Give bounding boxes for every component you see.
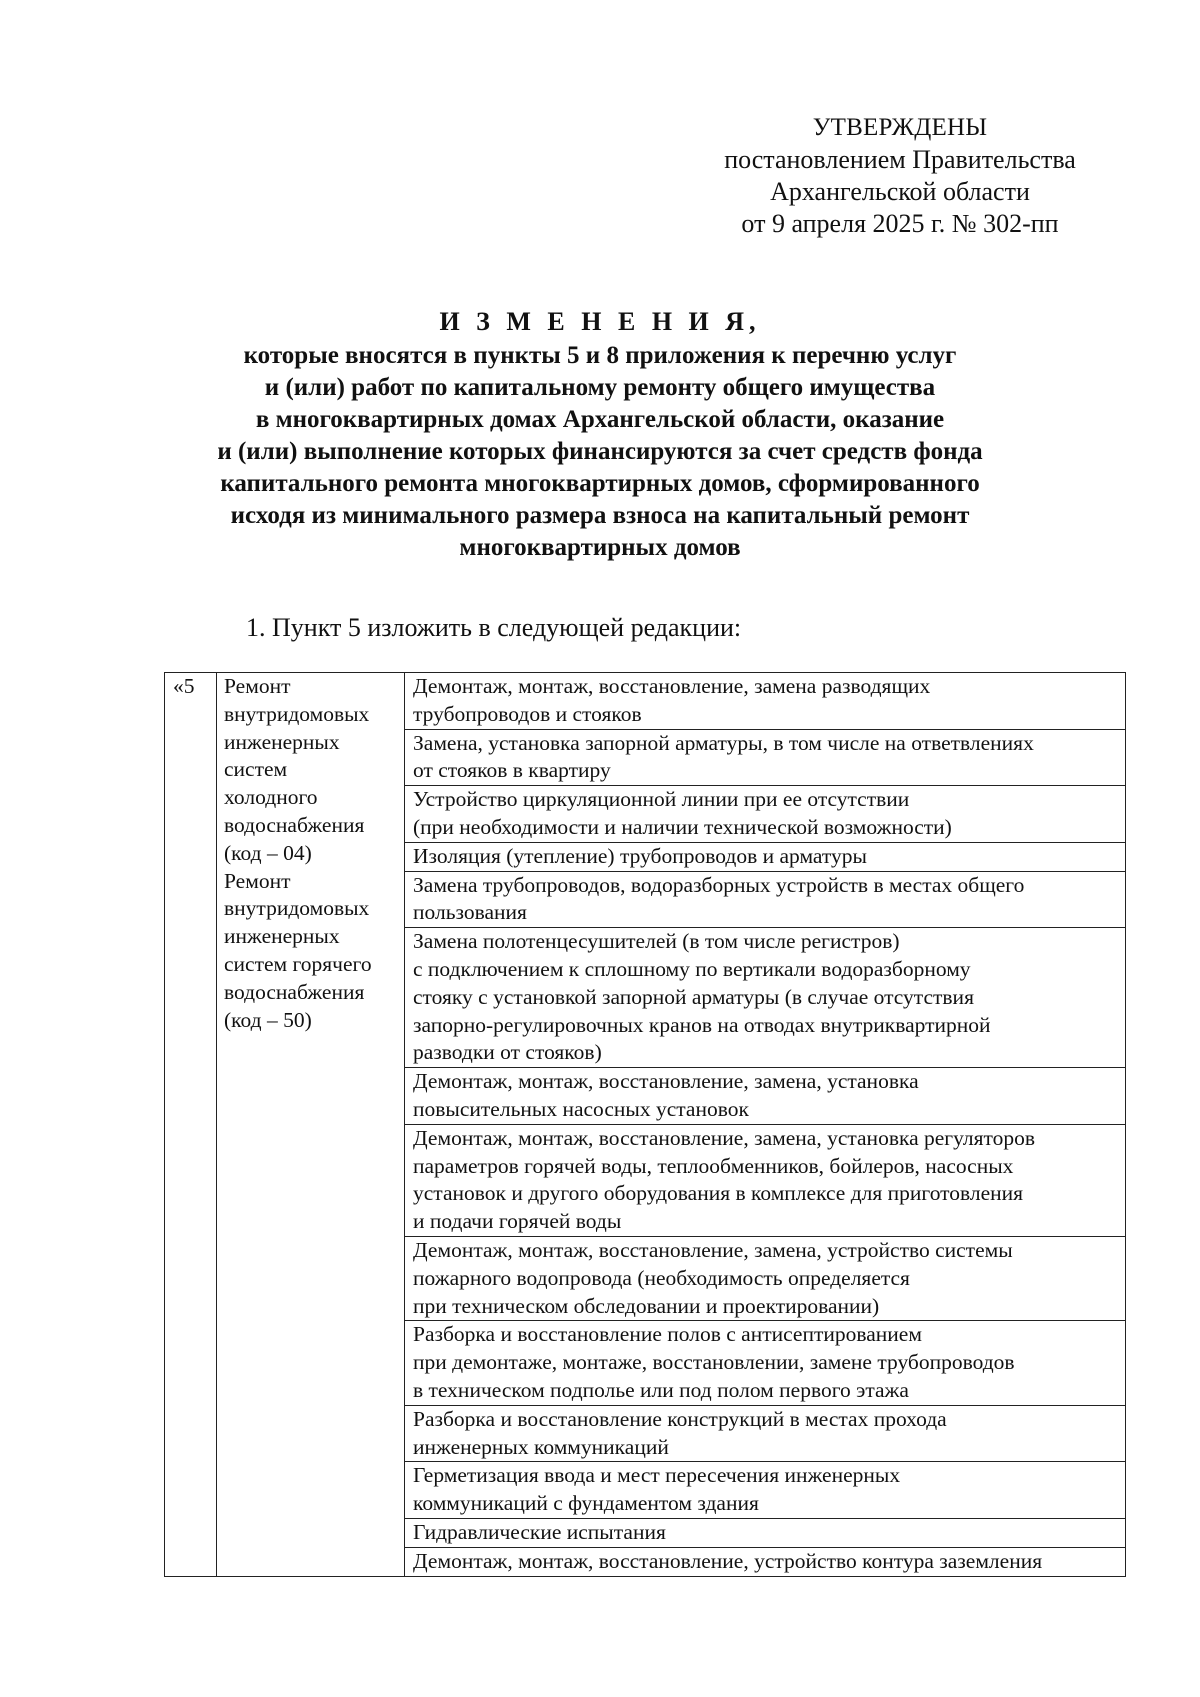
work-item-cell — [405, 729, 1126, 786]
system-name-line: внутридомовых — [224, 896, 370, 921]
item-number: «5 — [173, 674, 195, 698]
approval-line: постановлением Правительства — [724, 145, 1076, 174]
work-item-cell — [405, 786, 1126, 843]
work-item-cell — [405, 1236, 1126, 1320]
work-item-line: Замена полотенцесушителей (в том числе регистров) — [413, 929, 900, 954]
work-item-cell — [405, 928, 1126, 1068]
work-item-line: с подключением к сплошному по вертикали водоразборному — [413, 956, 971, 981]
title-line: исходя из минимального размера взноса на капитальный ремонт — [230, 502, 970, 529]
work-item-cell — [405, 842, 1126, 871]
work-item-cell — [405, 871, 1126, 928]
work-item-line: в техническом подполье или под полом первого этажа — [413, 1377, 909, 1402]
system-name-line: (код – 04) — [224, 840, 312, 865]
work-item-line: Замена трубопроводов, водоразборных устройств в местах общего — [413, 872, 1025, 897]
title-line: многоквартирных домов — [459, 534, 741, 561]
work-item-cell — [405, 673, 1126, 730]
system-name-cell — [217, 673, 405, 1577]
work-item-line: Разборка и восстановление полов с антисептированием — [413, 1322, 922, 1347]
work-item-line: трубопроводов и стояков — [413, 701, 642, 726]
system-name-line: Ремонт — [224, 868, 291, 893]
system-name-line: Ремонт — [224, 674, 291, 698]
work-item-line: Демонтаж, монтаж, восстановление, замена разводящих — [413, 674, 931, 698]
work-item-line: и подачи горячей воды — [413, 1209, 622, 1234]
work-item-line: разводки от стояков) — [413, 1040, 602, 1065]
work-item-line: Гидравлические испытания — [413, 1519, 666, 1544]
work-item-line: стояку с установкой запорной арматуры (в случае отсутствия — [413, 984, 974, 1009]
system-name-line: водоснабжения — [224, 812, 365, 837]
title-line: капитального ремонта многоквартирных домов, сформированного — [220, 470, 980, 497]
system-name-line: инженерных — [224, 924, 340, 949]
work-item-line: пользования — [413, 900, 527, 925]
work-item-line: Демонтаж, монтаж, восстановление, замена, установка — [413, 1069, 919, 1094]
work-item-cell — [405, 1462, 1126, 1519]
system-name-line: водоснабжения — [224, 979, 365, 1004]
work-item-line: инженерных коммуникаций — [413, 1434, 669, 1459]
work-item-line: коммуникаций с фундаментом здания — [413, 1491, 759, 1516]
works-table — [164, 672, 1126, 1577]
work-item-cell — [405, 1405, 1126, 1462]
work-item-line: Изоляция (утепление) трубопроводов и арматуры — [413, 843, 867, 868]
work-item-cell — [405, 1547, 1126, 1576]
title-line: которые вносятся в пункты 5 и 8 приложения к перечню услуг — [243, 342, 957, 369]
work-item-line: при демонтаже, монтаже, восстановлении, замене трубопроводов — [413, 1350, 1015, 1375]
title-line: и (или) выполнение которых финансируются за счет средств фонда — [217, 438, 983, 465]
work-item-cell — [405, 1321, 1126, 1405]
item-number-cell — [165, 673, 217, 1577]
work-item-line: Демонтаж, монтаж, восстановление, замена, установка регуляторов — [413, 1125, 1036, 1150]
work-item-line: повысительных насосных установок — [413, 1096, 749, 1121]
approval-line: от 9 апреля 2025 г. № 302-пп — [741, 209, 1059, 238]
approval-line: Архангельской области — [770, 177, 1030, 206]
work-item-line: при техническом обследовании и проектировании) — [413, 1293, 880, 1318]
table-row — [165, 673, 1126, 730]
system-name-line: (код – 50) — [224, 1007, 312, 1032]
document-title — [130, 306, 1070, 564]
work-item-line: Демонтаж, монтаж, восстановление, замена, устройство системы — [413, 1237, 1013, 1262]
work-item-line: Замена, установка запорной арматуры, в том числе на ответвлениях — [413, 730, 1034, 755]
system-name-line: систем горячего — [224, 951, 372, 976]
work-item-line: установок и другого оборудования в комплексе для приготовления — [413, 1181, 1024, 1206]
work-item-line: Демонтаж, монтаж, восстановление, устройство контура заземления — [413, 1548, 1043, 1573]
work-item-line: пожарного водопровода (необходимость определяется — [413, 1265, 910, 1290]
system-name-line: инженерных — [224, 729, 340, 754]
system-name-line: систем — [224, 757, 288, 782]
work-item-line: Разборка и восстановление конструкций в местах прохода — [413, 1406, 947, 1431]
title-heading: И З М Е Н Е Н И Я, — [439, 307, 761, 336]
work-item-line: от стояков в квартиру — [413, 758, 611, 783]
work-item-cell — [405, 1518, 1126, 1547]
work-item-line: Устройство циркуляционной линии при ее отсутствии — [413, 787, 910, 812]
title-line: в многоквартирных домах Архангельской области, оказание — [255, 406, 945, 433]
system-name-line: внутридомовых — [224, 701, 370, 726]
work-item-line: Герметизация ввода и мест пересечения инженерных — [413, 1463, 901, 1488]
title-line: и (или) работ по капитальному ремонту общего имущества — [264, 374, 936, 401]
approval-stamp — [690, 112, 1110, 240]
instruction-paragraph: 1. Пункт 5 изложить в следующей редакции: — [246, 613, 742, 642]
work-item-line: (при необходимости и наличии технической возможности) — [413, 814, 952, 839]
work-item-cell — [405, 1124, 1126, 1236]
approval-line: УТВЕРЖДЕНЫ — [812, 114, 988, 141]
work-item-line: запорно-регулировочных кранов на отводах внутриквартирной — [413, 1012, 991, 1037]
work-item-line: параметров горячей воды, теплообменников, бойлеров, насосных — [413, 1153, 1014, 1178]
work-item-cell — [405, 1068, 1126, 1125]
system-name-line: холодного — [224, 785, 318, 810]
